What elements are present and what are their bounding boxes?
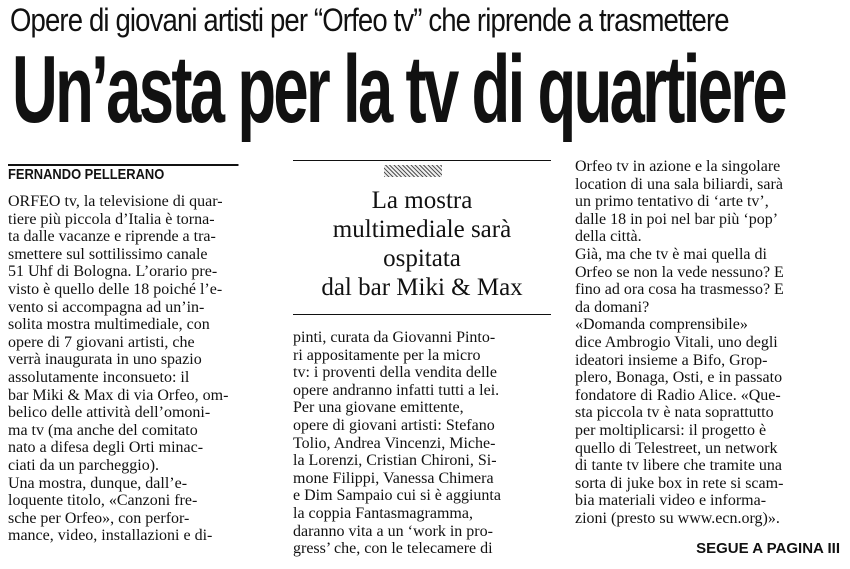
article-headline: Un’asta per la tv di quartiere [12, 36, 785, 143]
column-3: Orfeo tv in azione e la singolare location di una sala biliardi, sarà un primo tentativo di ‘arte tv’, dalle 18 in poi nel bar più ‘pop’ della città. Già, ma che tv è mai quella di Orfeo se non la vede nessuno? E fino ad ora cosa ha trasmesso? E da domani? «Domanda comprensibile» dice Ambrogio Vitali, uno degli ideatori insieme a Bifo, Grop- plero, Bonaga, Osti, e in passato fondatore di Radio Alice. «Que- sta piccola tv è nata soprattutto per moltiplicarsi: il progetto è quello di Telestreet, un network di tante tv libere che tramite una sorta di juke box in rete si scam- bia materiali video e informa- zioni (presto su www.ecn.org)». [575, 158, 784, 527]
pullquote-pattern [384, 165, 442, 177]
continued-note: SEGUE A PAGINA III [696, 540, 840, 557]
author-byline: FERNANDO PELLERANO [8, 164, 238, 184]
column-2: pinti, curata da Giovanni Pinto- ri appositamente per la micro tv: i proventi della vendita delle opere andranno infatti tutti a lei. Per una giovane emittente, opere di giovani artisti: Stefano Tolio, Andrea Vincenzi, Miche- la Lorenzi, Cristian Chironi, Si- mone Filippi, Vanessa Chimera e Dim Sampaio cui si è aggiunta la coppia Fantasmagramma, daranno vita a un ‘work in pro- gress’ che, con le telecamere di [293, 329, 501, 558]
article-kicker: Opere di giovani artisti per “Orfeo tv” che riprende a trasmettere [10, 2, 729, 38]
pullquote-bottom-rule [293, 314, 551, 315]
column-1: ORFEO tv, la televisione di quar- tiere più piccola d’Italia è torna- ta dalle vacanze e riprende a tra- smettere sul sottilissimo canale 51 Uhf di Bologna. L’orario pre- visto è quello delle 18 poiché l’e- vento si accompagna ad un’in- solita mostra multimediale, con opere di 7 giovani artisti, che verrà inaugurata in uno spazio assolutamente inconsueto: il bar Miki & Max di via Orfeo, om- belico delle attività dell’omoni- ma tv (ma anche del comitato nato a difesa degli Orti minac- ciati da un parcheggio). Una mostra, dunque, dall’e- loquente titolo, «Canzoni fre- sche per Orfeo», con perfor- mance, video, installazioni e di- [8, 193, 229, 545]
pullquote: La mostra multimediale sarà ospitata dal bar Miki & Max [321, 187, 523, 301]
pullquote-top-rule [293, 160, 551, 161]
